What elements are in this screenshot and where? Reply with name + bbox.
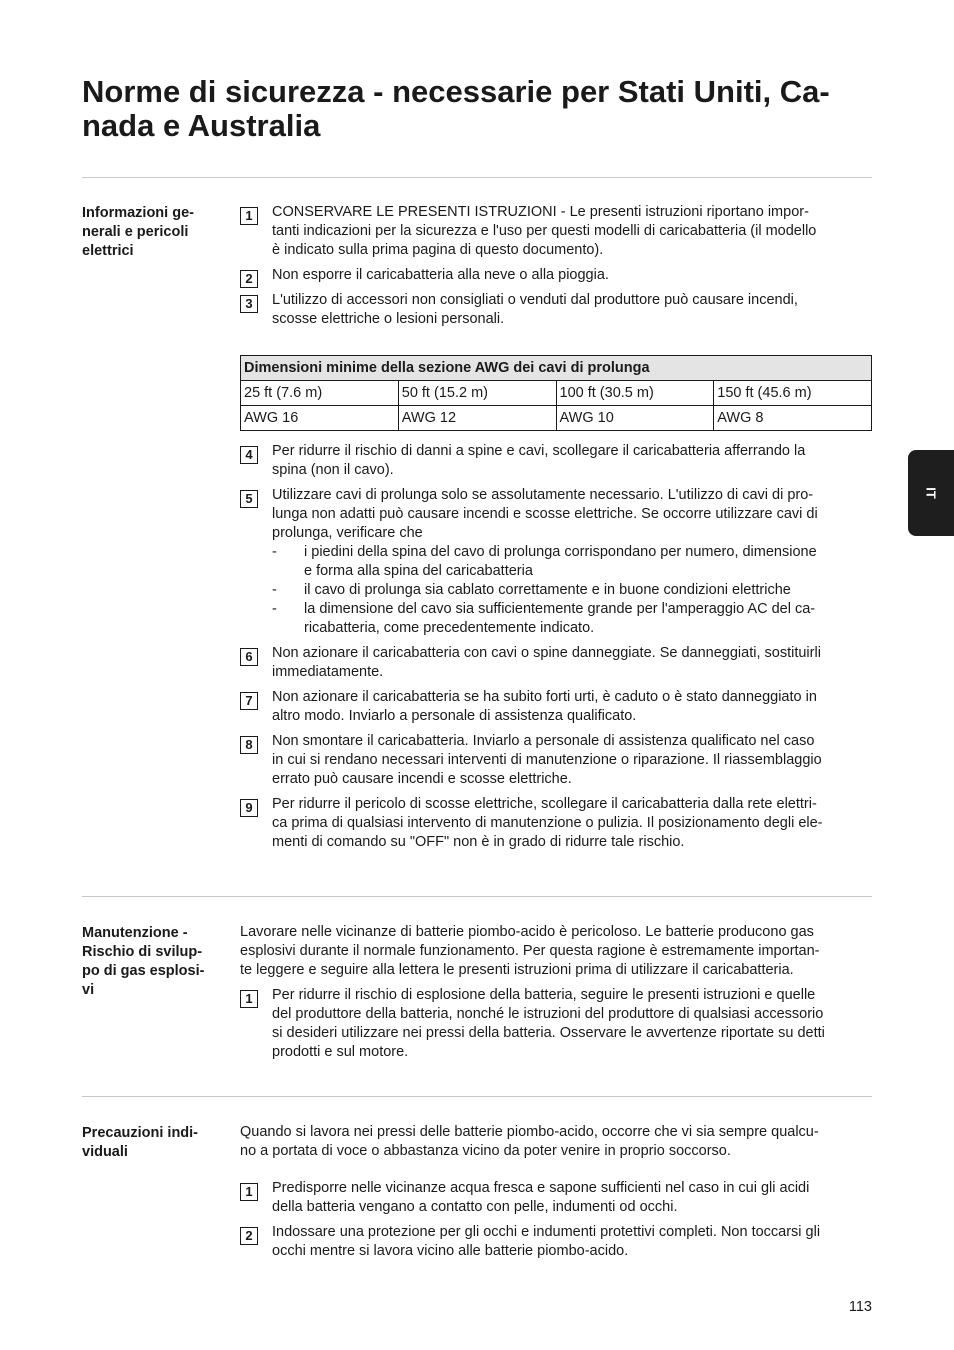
numbered-item (240, 795, 872, 852)
numbered-item (240, 644, 872, 682)
page-title-line: nada e Australia (82, 108, 321, 143)
numbered-item (240, 203, 872, 260)
section-heading-general-info (82, 204, 222, 261)
item-number: 6 (240, 648, 258, 666)
language-tab-label: IT (923, 487, 939, 499)
intro-paragraph (240, 1123, 872, 1161)
item-number: 2 (240, 270, 258, 288)
heading-line: Informazioni ge- (82, 205, 194, 221)
page-title (82, 75, 872, 143)
item-text-line: immediatamente. (272, 664, 384, 680)
bullet-item (272, 581, 872, 600)
heading-line: Precauzioni indi- (82, 1125, 199, 1141)
bullet-text-line: il cavo di prolunga sia cablato correttamente e in buone condizioni elettriche (304, 582, 791, 598)
section-personal-precautions-content (240, 1123, 872, 1261)
section-general-info-content (240, 203, 872, 852)
item-text-line: spina (non il cavo). (272, 462, 394, 478)
bullet-item (272, 543, 872, 581)
item-text-line: tanti indicazioni per la sicurezza e l'uso per questi modelli di caricabatteria (il modello (272, 223, 817, 239)
item-text-line: Non azionare il caricabatteria se ha subito forti urti, è caduto o è stato danneggiato in (272, 689, 817, 705)
numbered-item (240, 486, 872, 638)
heading-line: vi (82, 982, 95, 998)
numbered-item (240, 986, 872, 1062)
bullet-text-line: ricabatteria, come precedentemente indicato. (304, 620, 595, 636)
table-cell: 25 ft (7.6 m) (241, 381, 399, 406)
item-number: 9 (240, 799, 258, 817)
paragraph-line: no a portata di voce o abbastanza vicino da poter venire in proprio soccorso. (240, 1143, 731, 1159)
bullet-text-line: e forma alla spina del caricabatteria (304, 563, 533, 579)
numbered-item (240, 1179, 872, 1217)
paragraph-line: esplosivi durante il normale funzionamento. Per questa ragione è estremamente importan- (240, 943, 820, 959)
item-text-line: del produttore della batteria, nonché le istruzioni del produttore di qualsiasi accessorio (272, 1006, 824, 1022)
table-cell: 50 ft (15.2 m) (398, 381, 556, 406)
numbered-item (240, 291, 872, 329)
numbered-item (240, 732, 872, 789)
item-text-line: L'utilizzo di accessori non consigliati o venduti dal produttore può causare incendi, (272, 292, 798, 308)
item-text-line: ca prima di qualsiasi intervento di manutenzione o pulizia. Il posizionamento degli ele- (272, 815, 823, 831)
language-tab (908, 450, 954, 536)
item-text-line: CONSERVARE LE PRESENTI ISTRUZIONI - Le presenti istruzioni riportano impor- (272, 204, 809, 220)
bullet-dash: - (272, 601, 277, 617)
page-title-line: Norme di sicurezza - necessarie per Stati Uniti, Ca- (82, 74, 830, 109)
table-cell: 150 ft (45.6 m) (714, 381, 872, 406)
divider (82, 177, 872, 178)
numbered-item (240, 688, 872, 726)
item-number: 1 (240, 990, 258, 1008)
section-heading-personal-precautions (82, 1124, 222, 1162)
item-text-line: Non esporre il caricabatteria alla neve o alla pioggia. (272, 267, 609, 283)
page-number: 113 (848, 1299, 872, 1315)
divider (82, 1096, 872, 1097)
bullet-dash: - (272, 582, 277, 598)
item-text-line: altro modo. Inviarlo a personale di assistenza qualificato. (272, 708, 637, 724)
table-cell: AWG 16 (241, 406, 399, 431)
item-text-line: Per ridurre il pericolo di scosse elettriche, scollegare il caricabatteria dalla rete elettri- (272, 796, 817, 812)
item-text-line: menti di comando su "OFF" non è in grado di ridurre tale rischio. (272, 834, 685, 850)
heading-line: Manutenzione - (82, 925, 188, 941)
table-row (241, 406, 872, 431)
item-text-line: in cui si rendano necessari interventi di manutenzione o riparazione. Il riassemblaggio (272, 752, 822, 768)
item-number: 7 (240, 692, 258, 710)
table-cell: AWG 12 (398, 406, 556, 431)
item-text-line: Non azionare il caricabatteria con cavi o spine danneggiate. Se danneggiati, sostituirli (272, 645, 821, 661)
item-text-line: scosse elettriche o lesioni personali. (272, 311, 505, 327)
table-cell: 100 ft (30.5 m) (556, 381, 714, 406)
item-text-line: occhi mentre si lavora vicino alle batterie piombo-acido. (272, 1243, 629, 1259)
item-text-line: Non smontare il caricabatteria. Inviarlo a personale di assistenza qualificato nel caso (272, 733, 815, 749)
paragraph-line: Quando si lavora nei pressi delle batterie piombo-acido, occorre che vi sia sempre qualcu- (240, 1124, 819, 1140)
item-text-line: Utilizzare cavi di prolunga solo se assolutamente necessario. L'utilizzo di cavi di pro- (272, 487, 814, 503)
table-cell: AWG 8 (714, 406, 872, 431)
bullet-text-line: la dimensione del cavo sia sufficientemente grande per l'amperaggio AC del ca- (304, 601, 816, 617)
heading-line: nerali e pericoli (82, 224, 189, 240)
item-text-line: della batteria vengano a contatto con pelle, indumenti od occhi. (272, 1199, 678, 1215)
awg-extension-cord-table (240, 355, 872, 431)
heading-line: Rischio di svilup- (82, 944, 203, 960)
table-cell: AWG 10 (556, 406, 714, 431)
item-number: 3 (240, 295, 258, 313)
numbered-item (240, 266, 872, 285)
heading-line: viduali (82, 1144, 128, 1160)
section-maintenance-content (240, 923, 872, 1062)
item-text-line: Per ridurre il rischio di esplosione della batteria, seguire le presenti istruzioni e quelle (272, 987, 816, 1003)
bullet-item (272, 600, 872, 638)
bullet-dash: - (272, 544, 277, 560)
numbered-item (240, 442, 872, 480)
item-text-line: Predisporre nelle vicinanze acqua fresca e sapone sufficienti nel caso in cui gli acidi (272, 1180, 810, 1196)
item-number: 4 (240, 446, 258, 464)
paragraph-line: Lavorare nelle vicinanze di batterie piombo-acido è pericoloso. Le batterie producono gas (240, 924, 814, 940)
item-number: 1 (240, 207, 258, 225)
item-text-line: Per ridurre il rischio di danni a spine e cavi, scollegare il caricabatteria afferrando la (272, 443, 806, 459)
numbered-item (240, 1223, 872, 1261)
section-heading-maintenance (82, 924, 222, 1000)
item-text-line: è indicato sulla prima pagina di questo documento). (272, 242, 604, 258)
bullet-text-line: i piedini della spina del cavo di prolunga corrispondano per numero, dimensione (304, 544, 817, 560)
item-number: 5 (240, 490, 258, 508)
item-number: 2 (240, 1227, 258, 1245)
item-text-line: errato può causare incendi e scosse elettriche. (272, 771, 572, 787)
paragraph-line: te leggere e seguire alla lettera le presenti istruzioni prima di utilizzare il caricabatteria. (240, 962, 794, 978)
heading-line: elettrici (82, 243, 134, 259)
item-number: 8 (240, 736, 258, 754)
item-text-line: prolunga, verificare che (272, 525, 423, 541)
divider (82, 896, 872, 897)
item-text-line: prodotti e sul motore. (272, 1044, 409, 1060)
item-text-line: si desideri utilizzare nei pressi della batteria. Osservare le avvertenze riportate su detti (272, 1025, 825, 1041)
item-number: 1 (240, 1183, 258, 1201)
intro-paragraph (240, 923, 872, 980)
item-text-line: lunga non adatti può causare incendi e scosse elettriche. Se occorre utilizzare cavi di (272, 506, 818, 522)
item-text-line: Indossare una protezione per gli occhi e indumenti protettivi completi. Non toccarsi gli (272, 1224, 821, 1240)
heading-line: po di gas esplosi- (82, 963, 205, 979)
table-header: Dimensioni minime della sezione AWG dei cavi di prolunga (241, 356, 872, 381)
table-row (241, 381, 872, 406)
